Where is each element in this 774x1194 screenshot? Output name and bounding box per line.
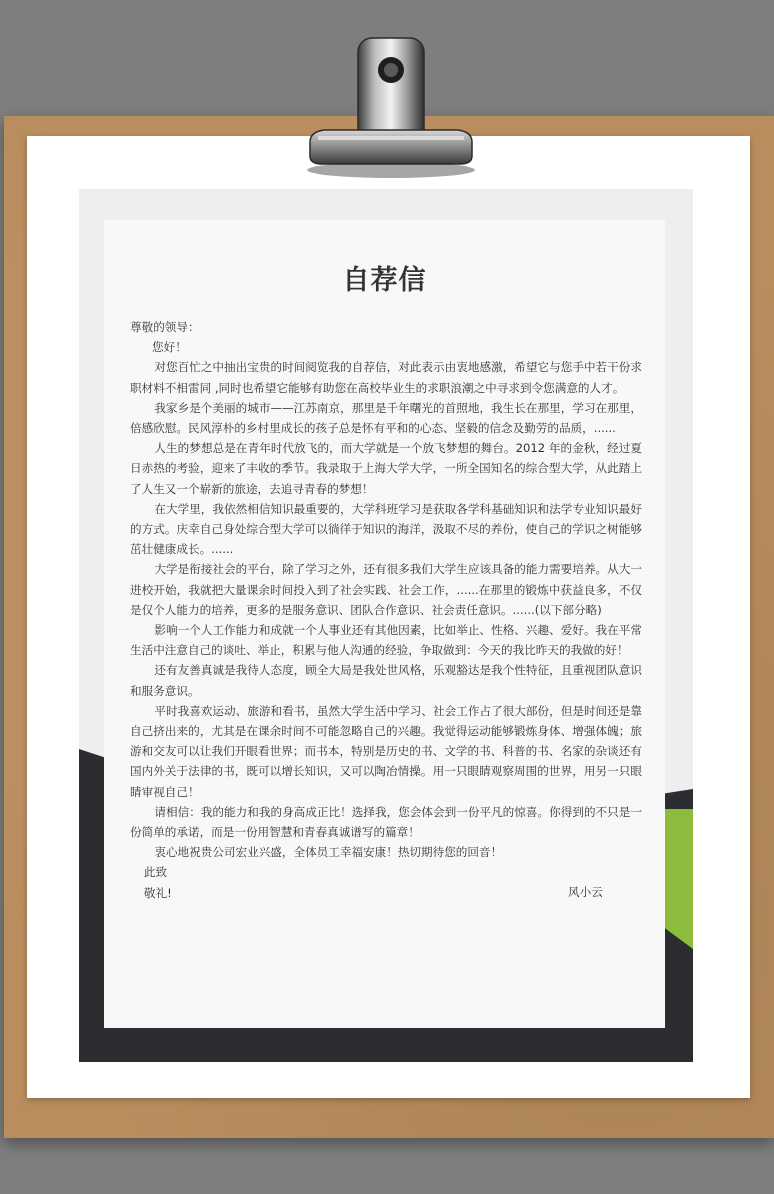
paragraph-5: 大学是衔接社会的平台，除了学习之外，还有很多我们大学生应该具备的能力需要培养。从大一进校开始，我就把大量课余时间投入到了社会实践、社会工作，......在那里的锻炼中获益良多，不仅是仅个人能力的培养，更多的是服务意识、团队合作意识、社会责任意识。......(以下部分略)	[130, 562, 642, 617]
signature: 风小云	[568, 885, 603, 899]
paragraph-3: 人生的梦想总是在青年时代放飞的，而大学就是一个放飞梦想的舞台。2012 年的金秋，经过夏日赤热的考验，迎来了丰收的季节。我录取于上海大学大学，一所全国知名的综合型大学，从此踏上了人生又一个崭新的旅途，去追寻青春的梦想！	[130, 441, 642, 496]
greeting: 您好！	[152, 340, 187, 355]
letter-title: 自荐信	[342, 265, 427, 296]
paragraph-2: 我家乡是个美丽的城市——江苏南京，那里是千年曙光的首照地，我生长在那里，学习在那里，倍感欣慰。民风淳朴的乡村里成长的孩子总是怀有平和的心态、坚毅的信念及勤劳的品质，......	[130, 400, 642, 436]
paragraph-4: 在大学里，我依然相信知识最重要的，大学科班学习是获取各学科基础知识和法学专业知识最好的方式。庆幸自己身处综合型大学可以徜徉于知识的海洋，汲取不尽的养份，使自己的学识之树能够茁壮健康成长。......	[130, 501, 642, 557]
paragraph-10: 衷心地祝贵公司宏业兴盛，全体员工幸福安康！热切期待您的回音！	[154, 845, 503, 860]
closing-line-1: 此致	[143, 865, 168, 880]
paragraph-1: 对您百忙之中抽出宝贵的时间阅览我的自荐信，对此表示由衷地感激，希望它与您手中若干份求职材料不相雷同 ,同时也希望它能够有助您在高校毕业生的求职浪潮之中寻求到令您满意的人才。	[130, 360, 642, 395]
binder-clip-icon	[300, 24, 482, 180]
paragraph-8: 平时我喜欢运动、旅游和看书，虽然大学生活中学习、社会工作占了很大部份，但是时间还是靠自己挤出来的，尤其是在课余时间不可能忽略自己的兴趣。我觉得运动能够锻炼身体、增强体魄；旅游和交友可以让我们开眼看世界；而书本，特别是历史的书、文学的书、科普的书、名家的杂谈还有国内外关于法律的书，既可以增长知识，又可以陶冶情操。用一只眼睛观察周围的世界，用另一只眼睛审视自己！	[130, 703, 642, 799]
paragraph-9: 请相信：我的能力和我的身高成正比！选择我，您会体会到一份平凡的惊喜。你得到的不只是一份简单的承诺，而是一份用智慧和青春真诚谱写的篇章！	[130, 804, 642, 840]
paragraph-7: 还有友善真诚是我待人态度，顾全大局是我处世风格，乐观豁达是我个性特征，且重视团队意识和服务意识。	[130, 663, 642, 698]
closing-line-2: 敬礼!	[143, 885, 172, 900]
letter-body	[130, 317, 642, 903]
salutation: 尊敬的领导：	[130, 320, 200, 334]
paragraph-6: 影响一个人工作能力和成就一个人事业还有其他因素，比如举止、性格、兴趣、爱好。我在平常生活中注意自己的谈吐、举止，积累与他人沟通的经验，争取做到：今天的我比昨天的我做的好！	[130, 623, 642, 658]
